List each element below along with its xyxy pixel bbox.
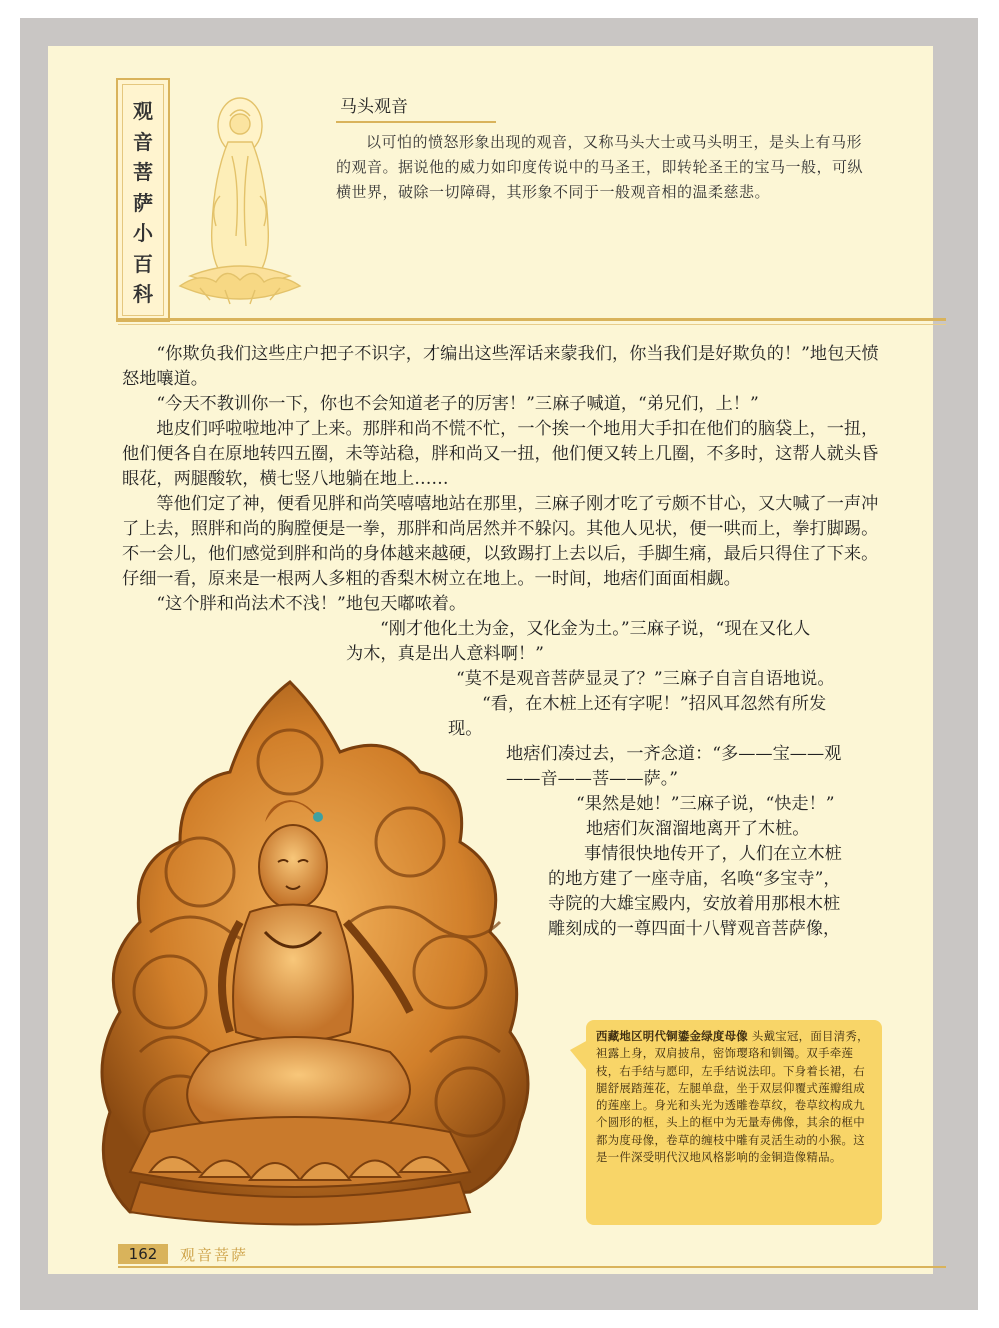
title-underline	[336, 121, 496, 123]
caption-title: 西藏地区明代铜鎏金绿度母像	[596, 1029, 748, 1043]
sidebar-char: 百	[133, 251, 153, 276]
story-paragraph: “你欺负我们这些庄户把子不识字，才编出这些浑话来蒙我们，你当我们是好欺负的！”地包天愤怒地嚷道。	[122, 344, 879, 389]
story-line: “莫不是观音菩萨显灵了？”三麻子自言自语地说。	[456, 669, 835, 689]
story-line: 事情很快地传开了，人们在立木桩	[584, 844, 842, 864]
section-divider	[118, 318, 946, 321]
sidebar-char: 菩	[133, 160, 153, 184]
sidebar-char: 科	[133, 282, 153, 306]
story-line: 寺院的大雄宝殿内，安放着用那根木桩	[548, 894, 841, 914]
footer-rule	[118, 1266, 946, 1268]
story-paragraph: “今天不教训你一下，你也不会知道老子的厉害！”三麻子喊道，“弟兄们，上！”	[156, 394, 759, 414]
story-line: 地痞们凑过去，一齐念道：“多——宝——观	[506, 744, 842, 764]
story-line: 为木，真是出人意料啊！”	[346, 644, 544, 664]
story-paragraph: 地皮们呼啦啦地冲了上来。那胖和尚不慌不忙，一个挨一个地用大手扣在他们的脑袋上，一扭，他们便各自在原地转四五圈，未等站稳，胖和尚又一扭，他们便又转上几圈，不多时，这帮人就头昏眼花，两腿酸软，横七竖八地躺在地上……	[122, 419, 879, 489]
story-line: “看，在木桩上还有字呢！”招风耳忽然有所发	[482, 694, 827, 714]
story-line: 雕刻成的一尊四面十八臂观音菩萨像，	[548, 919, 841, 939]
story-line: “果然是她！”三麻子说，“快走！”	[576, 794, 835, 814]
story-line: 地痞们灰溜溜地离开了木桩。	[586, 819, 810, 839]
section-divider-thin	[118, 324, 946, 325]
photo-caption	[586, 1020, 882, 1225]
tara-statue-photo	[90, 672, 590, 1252]
sidebar-char: 音	[133, 129, 153, 154]
caption-text: 头戴宝冠，面目清秀，袒露上身，双肩披帛，密饰璎珞和钏镯。双手牵莲枝，右手结与愿印，左手结说法印。下身着长裙，右腿舒展踏莲花，左腿单盘，坐于双层仰覆式莲瓣组成的莲座上。身光和头光为透雕卷草纹，卷草纹构成九个圆形的框，头上的框中为无量寿佛像，其余的框中都为度母像，卷草的缠枝中雕有灵活生动的小猴。这是一件深受明代汉地风格影响的金铜造像精品。	[596, 1029, 869, 1165]
story-paragraph: 等他们定了神，便看见胖和尚笑嘻嘻地站在那里，三麻子刚才吃了亏颇不甘心，又大喊了一声冲了上去，照胖和尚的胸膛便是一拳，那胖和尚居然并不躲闪。其他人见状，便一哄而上，拳打脚踢。不一会儿，他们感觉到胖和尚的身体越来越硬，以致踢打上去以后，手脚生痛，最后只得住了下来。仔细一看，原来是一根两人多粗的香梨木树立在地上。一时间，地痞们面面相觑。	[122, 494, 879, 589]
story-line: 的地方建了一座寺庙，名唤“多宝寺”，	[548, 869, 841, 889]
sidebar-char: 萨	[133, 190, 153, 215]
section-title: 马头观音	[340, 97, 408, 117]
intro-text: 以可怕的愤怒形象出现的观音，又称马头大士或马头明王，是头上有马形的观音。据说他的威力如印度传说中的马圣王，即转轮圣王的宝马一般，可纵横世界，破除一切障碍，其形象不同于一般观音相的温柔慈悲。	[336, 133, 864, 201]
sidebar-char: 小	[133, 221, 153, 245]
page-number: 162	[118, 1244, 168, 1264]
sidebar-char: 观	[133, 99, 153, 123]
guanyin-illustration	[170, 86, 310, 314]
footer-book-title: 观音菩萨	[180, 1246, 249, 1264]
sidebar-title	[116, 96, 170, 310]
story-paragraph: “这个胖和尚法术不浅！”地包天嘟哝着。	[156, 594, 467, 614]
story-line: ——音——菩——萨。”	[506, 769, 679, 789]
story-line: 现。	[448, 719, 483, 739]
story-line: “刚才他化土为金，又化金为土。”三麻子说，“现在又化人	[380, 619, 811, 639]
